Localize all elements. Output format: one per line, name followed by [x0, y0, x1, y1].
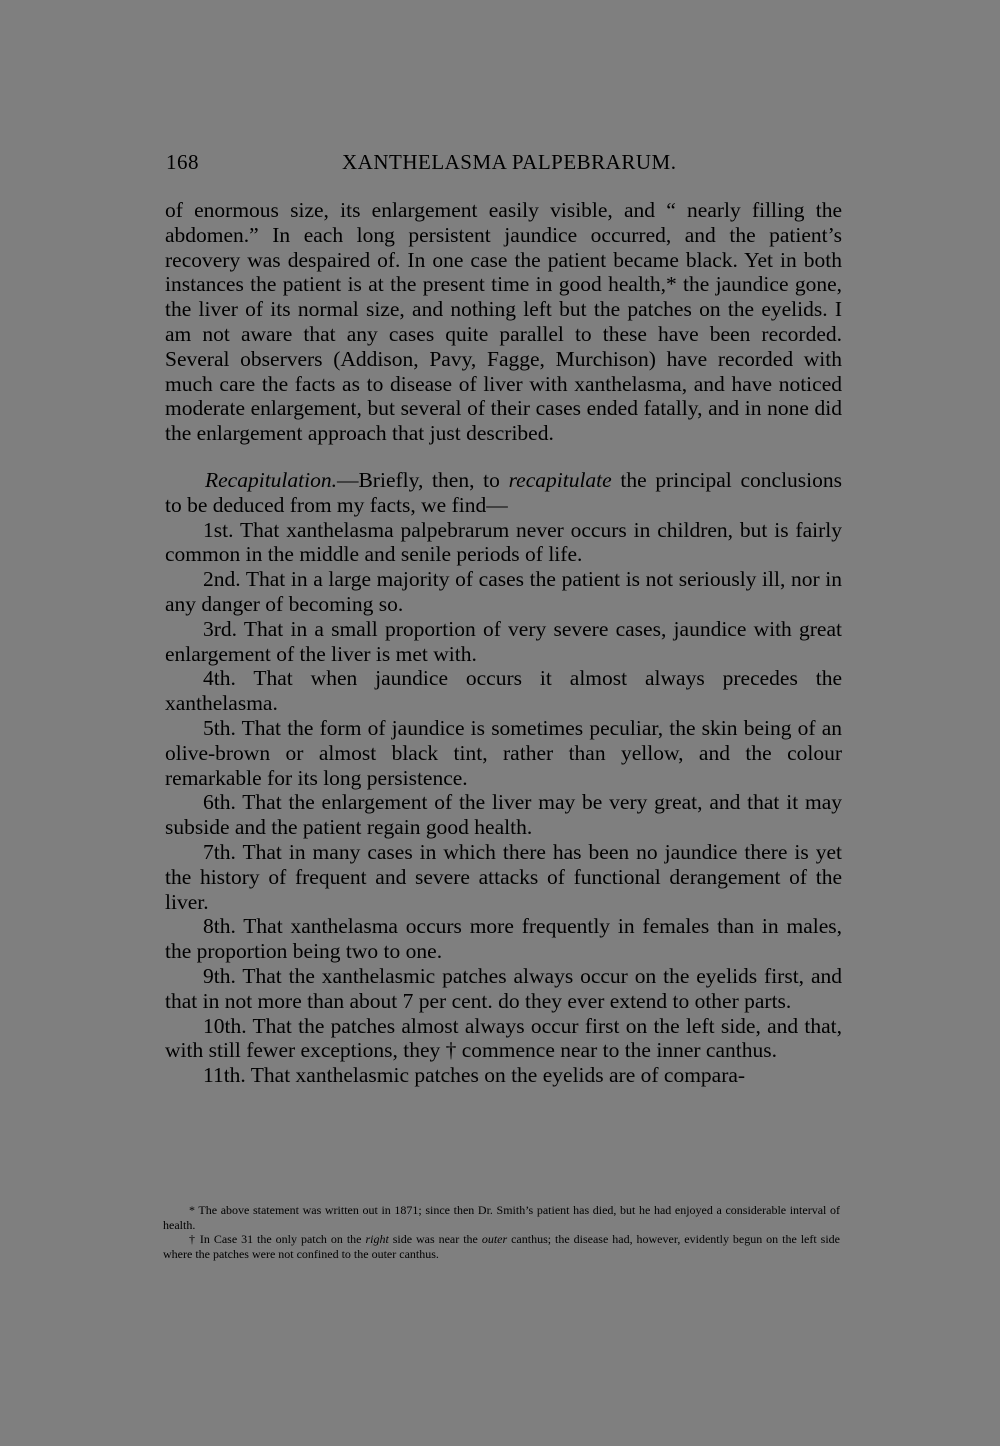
conclusion-1: 1st. That xanthelasma palpebrarum never occurs in children, but is fairly common in the middle and senile periods of life.: [165, 517, 842, 567]
conclusion-6: 6th. That the enlargement of the liver may be very great, and that it may subside and the patient regain good health.: [165, 790, 842, 840]
conclusion-10: 10th. That the patches almost always occur first on the left side, and that, with still fewer exceptions, they † commence near to the inner canthus.: [165, 1013, 842, 1063]
conclusion-4: 4th. That when jaundice occurs it almost always precedes the xanthelasma.: [165, 666, 842, 716]
recapitulation-verb: recapitulate: [508, 467, 612, 492]
conclusion-2: 2nd. That in a large majority of cases the patient is not seriously ill, nor in any danger of becoming so.: [165, 567, 842, 616]
running-title: XANTHELASMA PALPEBRARUM.: [342, 150, 677, 174]
page-header: [166, 150, 840, 180]
footnote-dagger-right: right: [365, 1232, 389, 1247]
footnote-dagger: [163, 1232, 840, 1261]
conclusion-3: 3rd. That in a small proportion of very severe cases, jaundice with great enlargement of the liver is met with.: [165, 616, 842, 666]
footnotes: [163, 1203, 840, 1261]
recapitulation-dash: —Briefly, then, to: [336, 467, 509, 492]
page-number: 168: [166, 150, 199, 174]
conclusion-9: 9th. That the xanthelasmic patches always occur on the eyelids first, and that in not more than about 7 per cent. do they ever extend to other parts.: [165, 963, 842, 1013]
recapitulation-heading: Recapitulation.: [205, 467, 337, 492]
intro-paragraph: of enormous size, its enlargement easily visible, and “ nearly filling the abdomen.” In each long persistent jaundice occurred, and the patient’s recovery was despaired of. In one case the patient became black. Yet in both instances the patient is at the present time in good health,* the jaundice gone, the liver of its normal size, and nothing left but the patches on the eyelids. I am not aware that any cases quite parallel to these have been recorded. Several observers (Addison, Pavy, Fagge, Murchison) have recorded with much care the facts as to disease of liver with xanthelasma, and have noticed moderate enlargement, but several of their cases ended fatally, and in none did the enlargement approach that just described.: [165, 198, 842, 446]
footnote-asterisk: * The above statement was written out in 1871; since then Dr. Smith’s patient has died, but he had enjoyed a considerable interval of health.: [163, 1203, 840, 1232]
conclusion-7: 7th. That in many cases in which there has been no jaundice there is yet the history of frequent and severe attacks of functional derangement of the liver.: [165, 839, 842, 914]
footnote-dagger-outer: outer: [481, 1232, 508, 1247]
conclusion-8: 8th. That xanthelasma occurs more frequently in females than in males, the proportion being two to one.: [165, 914, 842, 964]
body-text: [165, 198, 842, 1088]
recapitulation-rest: the principal conclusions to be deduced from my facts, we find—: [165, 467, 843, 517]
conclusion-5: 5th. That the form of jaundice is sometimes peculiar, the skin being of an olive-brown or almost black tint, rather than yellow, and the colour remarkable for its long persistence.: [165, 715, 842, 790]
footnote-dagger-part2: side was near the: [388, 1232, 482, 1247]
footnote-dagger-part3: canthus; the disease had, however, evidently begun on the left side where the patches were not confined to the outer canthus.: [163, 1232, 840, 1261]
recapitulation-paragraph: [165, 468, 842, 518]
conclusion-11: 11th. That xanthelasmic patches on the eyelids are of compara-: [203, 1063, 746, 1088]
footnote-dagger-part1: † In Case 31 the only patch on the: [189, 1232, 366, 1247]
